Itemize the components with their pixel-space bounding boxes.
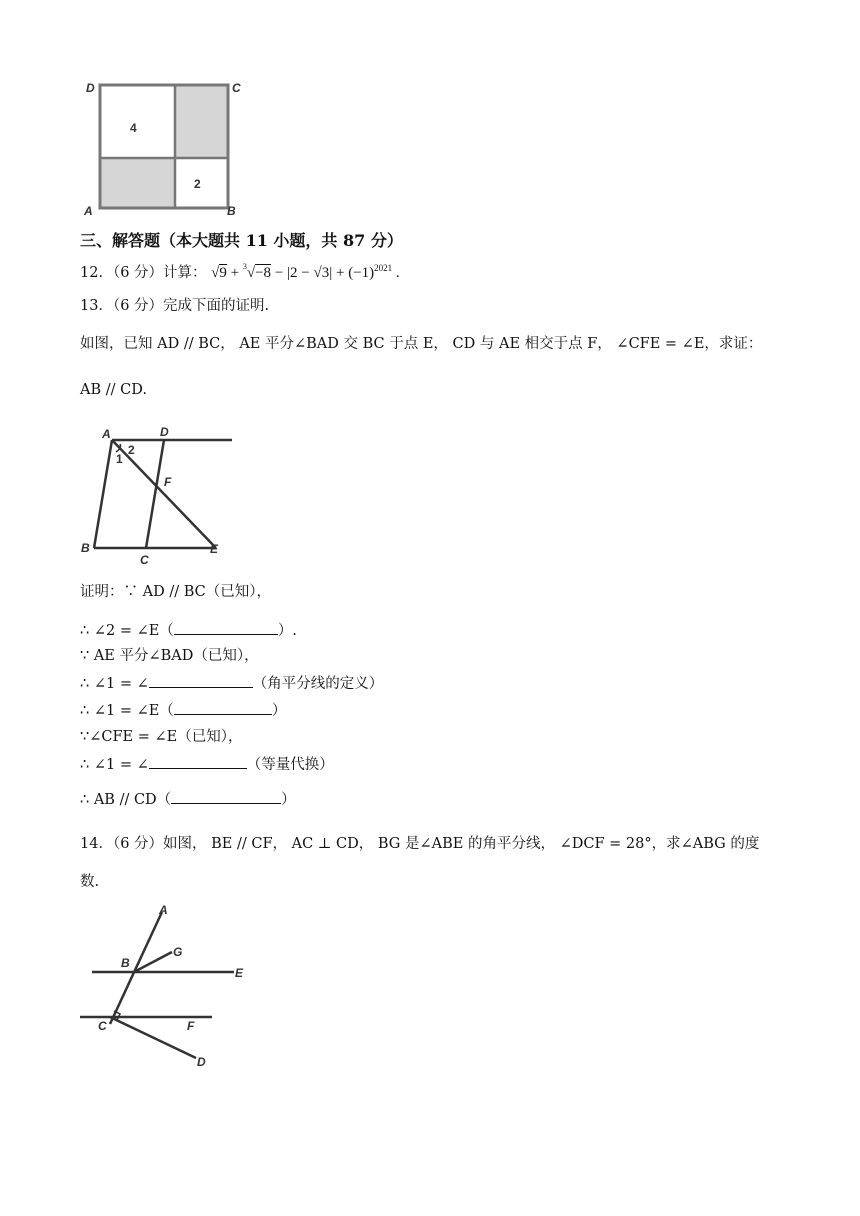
line-dc [146,440,164,548]
label-c: C [232,81,241,95]
label-f: F [164,475,172,489]
answer-blank-1[interactable] [174,620,278,635]
proof-line-7 [80,754,334,775]
proof-line-5-lead: ∴ ∠1 = ∠E（ [80,703,174,719]
proof-line-8-lead: ∴ AB // CD（ [80,792,172,808]
label-g: G [173,945,183,959]
proof-line-2 [80,620,297,641]
angle-1: 1 [116,452,123,466]
angle-2: 2 [128,443,135,457]
label-c: C [140,553,149,567]
line-cd [110,1017,196,1058]
q12-sqrt9: 9 [219,265,227,281]
proof-line-1 [80,582,271,602]
q12-end: . [395,265,400,281]
q12-abs: 2 − √3 [290,265,330,281]
line-ca [110,912,162,1024]
question-14-line1: 14．（6 分）如图， BE // CF， AC ⊥ CD， BG 是∠ABE 的角平分线， ∠DCF = 28°，求∠ABG 的度 [80,836,760,852]
label-a: A [102,427,111,441]
figure-q13 [76,418,236,568]
q12-prefix: 12．（6 分）计算： [80,265,207,281]
question-14-line2: 数. [80,874,100,890]
proof-line-2-lead: ∴ ∠2 = ∠E（ [80,623,174,639]
proof-line-7-lead: ∴ ∠1 = ∠ [80,757,149,773]
label-e: E [210,542,219,556]
figure-square-abcd [80,74,250,219]
answer-blank-3[interactable] [174,700,272,715]
q12-pow-base: (−1) [348,265,375,281]
q12-expression: $√9 + ^3√-8 - |2 - √3| + (-1)^{2021}$ . [211,262,400,281]
label-b: B [81,541,90,555]
q12-cbrt: −8 [255,265,272,281]
label-e: E [235,966,244,980]
label-f: F [187,1019,195,1033]
answer-blank-4[interactable] [149,754,247,769]
label-b: B [227,204,236,218]
q12-pow-exp: 2021 [374,263,393,273]
cell-value-2: 2 [194,177,201,191]
proof-line-4-lead: ∴ ∠1 = ∠ [80,676,149,692]
label-c: C [98,1019,107,1033]
shaded-cell-bottom-left [100,158,175,208]
question-13-line2: AB // CD. [80,382,147,398]
proof-line-2-tail: ）. [277,623,297,639]
q12-cbrt-index: 3 [242,262,247,271]
proof-line-1-text: 证明：∵ AD // BC（已知）， [80,584,271,600]
proof-line-5 [80,700,286,721]
cell-value-4: 4 [130,121,137,135]
figure-q14 [76,900,256,1072]
proof-line-5-tail: ） [271,703,287,719]
proof-line-8-tail: ） [281,792,296,808]
label-d: D [197,1055,206,1069]
label-b: B [121,956,130,970]
section-heading: 三、解答题（本大题共 11 小题，共 87 分） [80,231,403,250]
proof-line-6 [80,727,242,747]
proof-line-8 [80,789,296,810]
proof-line-6-text: ∵∠CFE = ∠E（已知）， [80,729,243,745]
proof-line-4-tail: （角平分线的定义） [252,676,384,692]
proof-line-3 [80,646,259,666]
shaded-cell-top-right [175,85,228,158]
proof-line-3-text: ∵ AE 平分∠BAD（已知）， [80,648,259,664]
label-a: A [159,903,168,917]
proof-line-4 [80,673,383,694]
label-d: D [86,81,95,95]
answer-blank-2[interactable] [149,673,253,688]
question-13-line1: 如图，已知 AD // BC， AE 平分∠BAD 交 BC 于点 E， CD 与 AE 相交于点 F， ∠CFE = ∠E，求证： [80,336,763,352]
question-12 [80,258,400,285]
label-a: A [84,204,93,218]
answer-blank-5[interactable] [171,789,281,804]
question-13-head: 13．（6 分）完成下面的证明. [80,298,270,314]
label-d: D [160,425,169,439]
proof-line-7-tail: （等量代换） [246,757,334,773]
line-ab [94,440,112,548]
